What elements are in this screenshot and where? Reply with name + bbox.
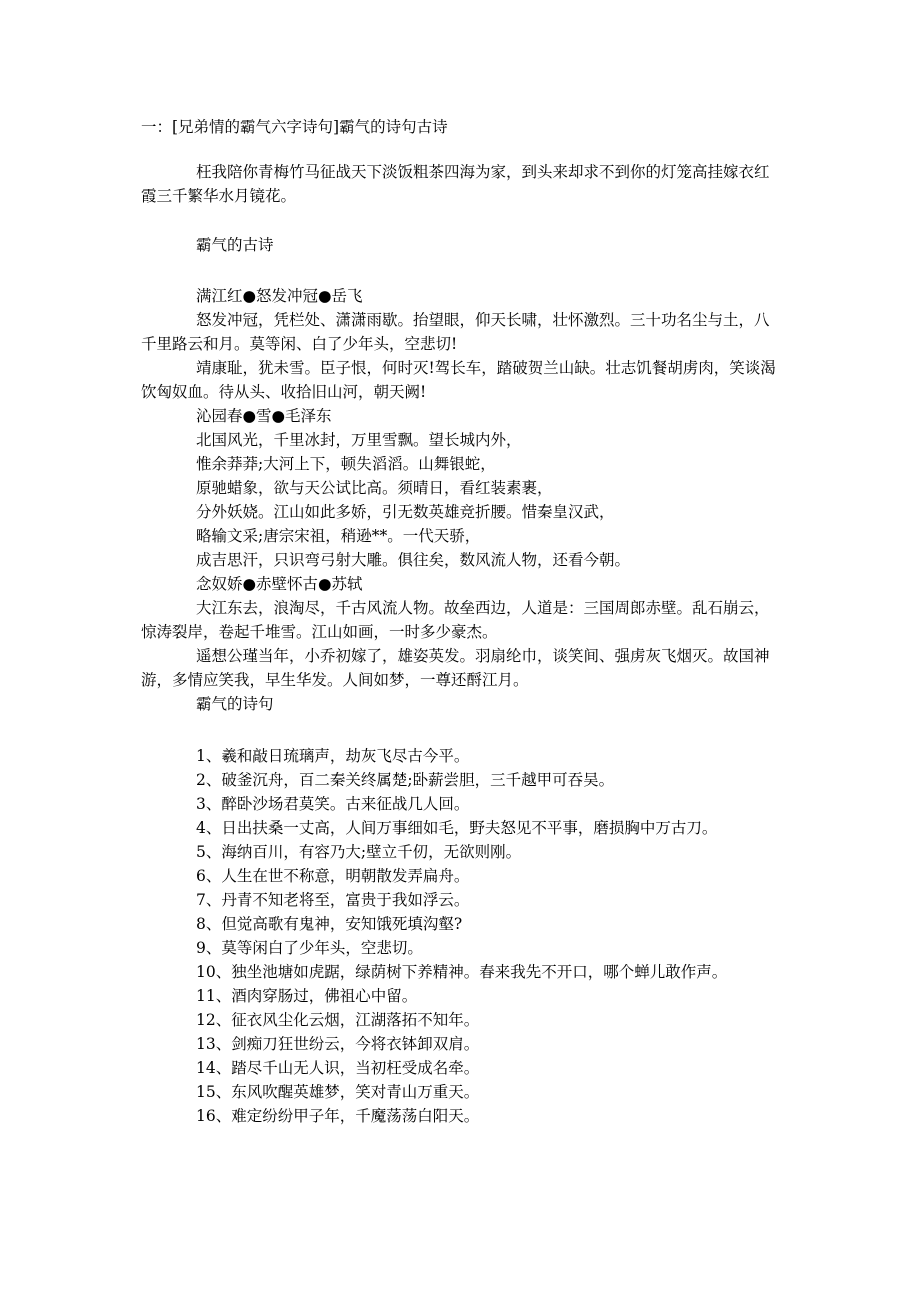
list-item: 7、丹青不知老将至，富贵于我如浮云。 bbox=[196, 891, 470, 909]
poem-paragraph: 怒发冲冠，凭栏处、潇潇雨歇。抬望眼，仰天长啸，壮怀激烈。三十功名尘与土，八千里路云和月。莫等闲、白了少年头，空悲切! bbox=[141, 311, 770, 353]
list-item: 2、破釜沉舟，百二秦关终属楚;卧薪尝胆，三千越甲可吞吴。 bbox=[196, 771, 615, 789]
list-item: 12、征衣风尘化云烟，江湖落拓不知年。 bbox=[196, 1011, 480, 1029]
list-item: 3、醉卧沙场君莫笑。古来征战几人回。 bbox=[196, 795, 470, 813]
poem-line: 原驰蜡象，欲与天公试比高。须晴日，看红装素裹， bbox=[196, 479, 553, 497]
list-item: 14、踏尽千山无人识，当初枉受成名牵。 bbox=[196, 1059, 480, 1077]
list-item: 1、羲和敲日琉璃声，劫灰飞尽古今平。 bbox=[196, 747, 470, 765]
poem-paragraph: 靖康耻，犹未雪。臣子恨，何时灭!驾长车，踏破贺兰山缺。壮志饥餐胡虏肉，笑谈渴饮匈奴血。待从头、收拾旧山河，朝天阙! bbox=[141, 359, 776, 401]
list-item: 4、日出扶桑一丈高，人间万事细如毛，野夫怒见不平事，磨损胸中万古刀。 bbox=[196, 819, 718, 837]
poem-line: 北国风光，千里冰封，万里雪飘。望长城内外， bbox=[196, 431, 522, 449]
section-heading-ancient-poems: 霸气的古诗 bbox=[196, 236, 274, 254]
intro-paragraph bbox=[141, 160, 781, 208]
list-item: 6、人生在世不称意，明朝散发弄扁舟。 bbox=[196, 867, 470, 885]
list-item: 5、海纳百川，有容乃大;壁立千仞，无欲则刚。 bbox=[196, 843, 522, 861]
poem-line: 分外妖娆。江山如此多娇，引无数英雄竞折腰。惜秦皇汉武， bbox=[196, 503, 615, 521]
poem-line: 略输文采;唐宗宋祖，稍逊**。一代天骄， bbox=[196, 527, 481, 545]
document-title: 一：[兄弟情的霸气六字诗句]霸气的诗句古诗 bbox=[141, 118, 448, 136]
list-item: 9、莫等闲白了少年头，空悲切。 bbox=[196, 939, 423, 957]
list-item: 8、但觉高歌有鬼神，安知饿死填沟壑? bbox=[196, 915, 463, 933]
poem-line: 惟余莽莽;大河上下，顿失滔滔。山舞银蛇， bbox=[196, 455, 496, 473]
poem-title: 念奴娇●赤壁怀古●苏轼 bbox=[196, 575, 363, 593]
list-item: 11、酒肉穿肠过，佛祖心中留。 bbox=[196, 987, 418, 1005]
poem-block-1 bbox=[141, 284, 781, 716]
list-item: 16、难定纷纷甲子年，千魔荡荡白阳天。 bbox=[196, 1107, 480, 1125]
poem-paragraph: 大江东去，浪淘尽，千古风流人物。故垒西边，人道是：三国周郎赤壁。乱石崩云，惊涛裂岸，卷起千堆雪。江山如画，一时多少豪杰。 bbox=[141, 599, 770, 641]
list-item: 15、东风吹醒英雄梦，笑对青山万重天。 bbox=[196, 1083, 480, 1101]
list-item: 13、剑痴刀狂世纷云，今将衣钵卸双肩。 bbox=[196, 1035, 480, 1053]
list-item: 10、独坐池塘如虎踞，绿荫树下养精神。春来我先不开口，哪个蝉儿敢作声。 bbox=[196, 963, 728, 981]
poem-title: 沁园春●雪●毛泽东 bbox=[196, 407, 332, 425]
poem-title: 满江红●怒发冲冠●岳飞 bbox=[196, 287, 363, 305]
section-heading-verses: 霸气的诗句 bbox=[196, 695, 274, 713]
poem-line: 成吉思汗，只识弯弓射大雕。俱往矣，数风流人物，还看今朝。 bbox=[196, 551, 631, 569]
poem-paragraph: 遥想公瑾当年，小乔初嫁了，雄姿英发。羽扇纶巾，谈笑间、强虏灰飞烟灭。故国神游，多情应笑我，早生华发。人间如梦，一尊还酹江月。 bbox=[141, 647, 770, 689]
intro-text: 枉我陪你青梅竹马征战天下淡饭粗茶四海为家，到头来却求不到你的灯笼高挂嫁衣红霞三千繁华水月镜花。 bbox=[141, 163, 770, 205]
verse-list bbox=[141, 744, 791, 1128]
